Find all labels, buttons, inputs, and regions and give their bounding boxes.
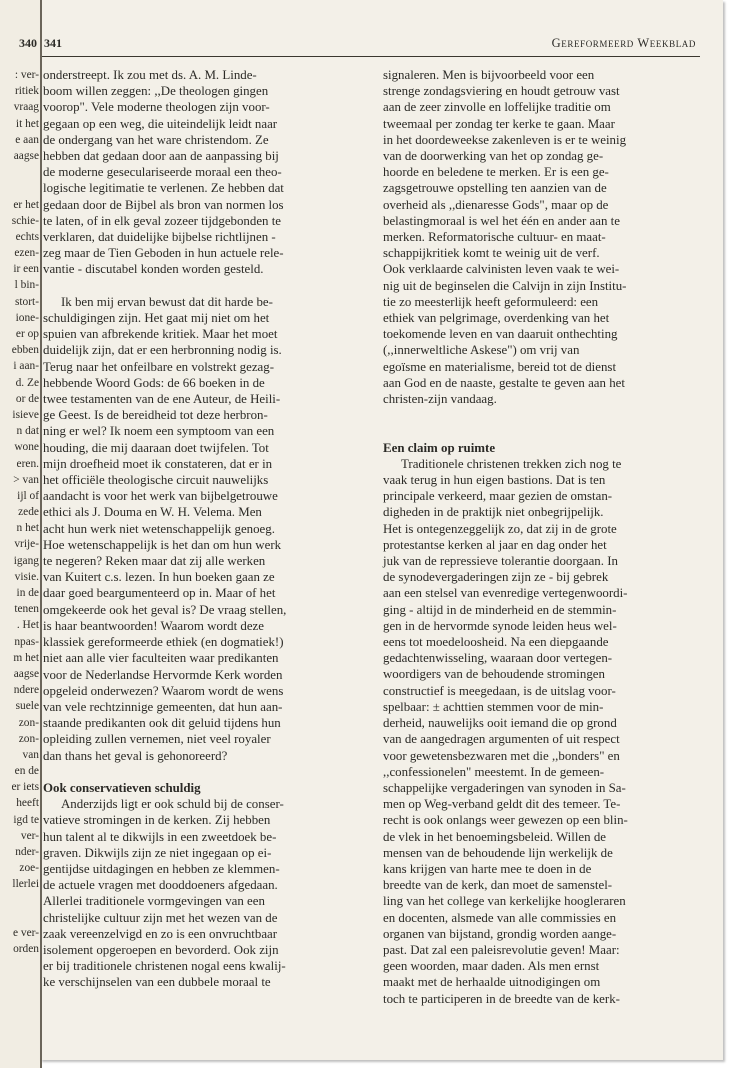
fragment-line: in de bbox=[16, 587, 39, 599]
fragment-line: eren. bbox=[16, 457, 39, 470]
text-line: dan thans het geval is gehonoreerd? bbox=[43, 748, 228, 763]
fragment-line: schie- bbox=[11, 214, 39, 227]
fragment-line: echts bbox=[15, 230, 39, 243]
header-rule bbox=[42, 56, 700, 57]
text-line: breedte van de kerk, dan moet de samenstel- bbox=[383, 878, 613, 893]
text-line: gedaan door de Bijbel als bron van normen los bbox=[43, 197, 284, 212]
text-line: de moderne geseculariseerde moraal een theo- bbox=[43, 165, 282, 180]
text-line: en docenten, alsmede van alle commissies en bbox=[383, 910, 617, 925]
text-line: voor gewetensbezwaren met die ,,bonders" en bbox=[383, 748, 620, 763]
fragment-line: zoe- bbox=[19, 862, 39, 875]
fragment-line: it het bbox=[15, 117, 39, 130]
text-line: zagsgetrouwe opstelling ten aanzien van de bbox=[383, 181, 607, 196]
text-line: vantie - discutabel konden worden gesteld. bbox=[43, 262, 264, 277]
section-heading: Een claim op ruimte bbox=[383, 440, 496, 455]
page-gutter bbox=[40, 0, 42, 1068]
fragment-line: aagse bbox=[13, 667, 39, 680]
text-line: ging - altijd in de minderheid en de stemmin- bbox=[383, 602, 617, 617]
text-line: voorop". Vele moderne theologen zijn voor- bbox=[43, 100, 270, 115]
paragraph bbox=[43, 796, 355, 990]
text-line: klassiek gereformeerde ethiek (en dogmatiek!) bbox=[43, 635, 284, 650]
fragment-line bbox=[0, 164, 39, 180]
text-line: Terug naar het onfeilbare en volstrekt gezag- bbox=[43, 359, 275, 374]
text-line: logische legitimatie te verlenen. Ze hebben dat bbox=[43, 181, 284, 196]
text-line: egoïsme en materialisme, bereid tot de dienst bbox=[383, 359, 617, 374]
text-line: vatieve stromingen in de kerken. Zij hebben bbox=[43, 813, 271, 828]
text-line: gen in de hervormde synode leiden heus wel- bbox=[383, 618, 617, 633]
paragraph bbox=[43, 294, 355, 764]
text-line: omgekeerde ook het geval is? De vraag stellen, bbox=[43, 602, 287, 617]
text-line: christen-zijn vandaag. bbox=[383, 392, 497, 407]
fragment-line: er het bbox=[13, 198, 39, 211]
fragment-line: or de bbox=[15, 392, 39, 405]
text-line: hun talent al te dikwijls in een zweetdoek be- bbox=[43, 829, 277, 844]
text-line: hebben dat gedaan door aan de aanpassing bij bbox=[43, 149, 279, 164]
text-line: juk van de repressieve tolerantie doorgaan. In bbox=[383, 554, 618, 569]
text-line: maakt met de herhaalde uitnodigingen om bbox=[383, 975, 601, 990]
text-line: van de aangedragen argumenten of uit respect bbox=[383, 732, 620, 747]
text-line: opgeleid onderwezen? Waarom wordt de wens bbox=[43, 683, 284, 698]
text-line: derheid, nauwelijks ooit iemand die op grond bbox=[383, 716, 617, 731]
text-line: geen woorden, maar daden. Als men ernst bbox=[383, 959, 600, 974]
text-line: opleiding zullen vernemen, niet veel royaler bbox=[43, 732, 271, 747]
fragment-line: ir een bbox=[13, 263, 39, 276]
fragment-line: igd te bbox=[13, 813, 39, 826]
text-line: de synodevergaderingen zijn ze - bij gebrek bbox=[383, 570, 609, 585]
text-line: verklaren, dat duidelijke bijbelse richtlijnen - bbox=[43, 230, 276, 245]
fragment-line: l bin- bbox=[14, 279, 39, 292]
text-line: (,,innerweltliche Askese") om vrij van bbox=[383, 343, 580, 358]
text-line: hoorde en beledene te merken. Er is een ge- bbox=[383, 165, 609, 180]
text-line: gegaan op een weg, die uiteindelijk leidt naar bbox=[43, 116, 278, 131]
text-line: eens tot moedeloosheid. Na een diepgaande bbox=[383, 635, 609, 650]
text-line: ethici als J. Douma en W. H. Velema. Men bbox=[43, 505, 262, 520]
fragment-line: e ver- bbox=[12, 926, 39, 939]
text-line: schuldigingen zijn. Het gaat mij niet om het bbox=[43, 311, 270, 326]
text-line: staande predikanten ook dit geluid tijdens hun bbox=[43, 716, 281, 731]
fragment-line: vrije- bbox=[14, 538, 39, 551]
text-line: gentijdse uitdagingen en hebben ze klemmen- bbox=[43, 861, 280, 876]
text-line: er bij traditionele christenen nogal eens kwalij- bbox=[43, 959, 286, 974]
fragment-line: igang bbox=[13, 554, 39, 567]
text-line: digheden in de praktijk niet onbegrijpelijk. bbox=[383, 505, 604, 520]
text-line: ,,confessionelen" meestemt. In de gemeen- bbox=[383, 764, 605, 779]
fragment-line: . Het bbox=[16, 619, 39, 632]
text-line: aan de zeer zinvolle en loffelijke traditie om bbox=[383, 100, 611, 115]
text-line: vaak terug in hun eigen bastions. Dat is ten bbox=[383, 473, 606, 488]
text-line: te laten, of in elk geval zozeer tijdgebonden te bbox=[43, 213, 282, 228]
paragraph bbox=[383, 456, 699, 1007]
fragment-line: npas- bbox=[14, 635, 39, 648]
text-line: past. Dat zal een paleisrevolutie geven! Maar: bbox=[383, 942, 620, 957]
text-line: aan een stelsel van evenredige vertegenwoordi- bbox=[383, 586, 628, 601]
fragment-line: ver- bbox=[20, 829, 39, 842]
page-number: 341 bbox=[44, 36, 62, 50]
fragment-line: suele bbox=[15, 700, 39, 713]
text-line: spelbaar: ± achttien stemmen voor de min- bbox=[383, 699, 604, 714]
paragraph bbox=[383, 67, 699, 407]
text-line: schappijkritiek komt te weinig uit de verf. bbox=[383, 246, 600, 261]
fragment-line: ijl of bbox=[17, 489, 39, 502]
text-line: Ik ben mij ervan bewust dat dit harde be- bbox=[61, 294, 273, 309]
fragment-line bbox=[0, 909, 39, 925]
text-line: constructief is meegedaan, is de uitslag voor- bbox=[383, 683, 616, 698]
fragment-line: i aan- bbox=[13, 360, 39, 373]
text-line: overheid als ,,dienaresse Gods", maar op de bbox=[383, 197, 609, 212]
fragment-line: tenen bbox=[14, 603, 39, 616]
fragment-line bbox=[0, 893, 39, 909]
fragment-line: llerlei bbox=[12, 878, 39, 891]
fragment-line: orden bbox=[13, 943, 39, 956]
text-line: houding, die mij daaraan doet twijfelen. Tot bbox=[43, 440, 269, 455]
text-line: protestantse kerken al jaar en dag onder het bbox=[383, 537, 607, 552]
text-line: tweemaal per zondag ter kerke te gaan. Maar bbox=[383, 116, 615, 131]
running-header bbox=[42, 36, 724, 56]
text-line: van Kuitert c.s. lezen. In hun boeken gaan ze bbox=[43, 570, 275, 585]
text-line: schappelijke vergaderingen van synoden in Sa- bbox=[383, 780, 626, 795]
text-line: mensen van de behoudende lijn werkelijk de bbox=[383, 845, 613, 860]
fragment-line: zon- bbox=[18, 716, 39, 729]
text-line: is haar beantwoorden! Waarom wordt deze bbox=[43, 618, 264, 633]
column-left bbox=[43, 67, 355, 991]
text-line: gedachtenwisseling, waaraan door vertegen- bbox=[383, 651, 613, 666]
text-line: hebbende Woord Gods: de 66 boeken in de bbox=[43, 375, 265, 390]
fragment-line: heeft bbox=[16, 797, 39, 810]
fragment-line: n het bbox=[16, 522, 39, 535]
section-heading: Ook conservatieven schuldig bbox=[43, 780, 201, 795]
text-line: Traditionele christenen trekken zich nog te bbox=[401, 456, 622, 471]
text-line: isolement opgeroepen en bevorderd. Ook zijn bbox=[43, 942, 279, 957]
fragment-line: van bbox=[22, 748, 39, 761]
fragment-line bbox=[0, 180, 39, 196]
fragment-line: er op bbox=[15, 328, 39, 340]
fragment-line: : ver- bbox=[14, 69, 39, 81]
fragment-line: n dat bbox=[16, 425, 39, 438]
text-line: twee testamenten van de ene Auteur, de Heili- bbox=[43, 392, 281, 407]
text-line: ge Geest. Is de bereidheid tot deze herbron- bbox=[43, 408, 268, 423]
text-line: van de doorwerking van het op zondag ge- bbox=[383, 149, 604, 164]
fragment-line: stort- bbox=[14, 295, 39, 308]
text-line: spuien van afbrekende kritiek. Maar het moet bbox=[43, 327, 278, 342]
text-line: graven. Dikwijls zijn ze niet ingegaan op ei- bbox=[43, 845, 272, 860]
text-line: Ook verklaarde calvinisten leven vaak te wei- bbox=[383, 262, 620, 277]
text-line: ke verschijnselen van een dubbele moraal te bbox=[43, 975, 271, 990]
text-line: van vele rechtzinnige gemeenten, dat hun aan- bbox=[43, 699, 283, 714]
previous-page-edge bbox=[0, 0, 40, 1068]
text-line: principale verkeerd, maar gezien de omstan- bbox=[383, 489, 613, 504]
fragment-line: en de bbox=[14, 765, 39, 778]
text-line: niet aan alle vier faculteiten waar predikanten bbox=[43, 651, 279, 666]
fragment-line: nder- bbox=[15, 846, 39, 858]
fragment-line: m het bbox=[13, 651, 39, 664]
previous-page-fragments bbox=[0, 67, 39, 957]
paragraph bbox=[43, 67, 355, 278]
text-line: de actuele vragen met dooddoeners afgedaan. bbox=[43, 878, 278, 893]
text-line: recht is ook onlangs weer gewezen op een blin- bbox=[383, 813, 628, 828]
text-line: Anderzijds ligt er ook schuld bij de conser- bbox=[61, 797, 284, 812]
text-line: mijn droefheid moet ik constateren, dat er in bbox=[43, 456, 273, 471]
text-line: nig uit de beginselen die Calvijn in zijn Institu- bbox=[383, 278, 627, 293]
fragment-line: er iets bbox=[11, 781, 39, 794]
fragment-line: wone bbox=[14, 441, 39, 454]
text-line: voor de Nederlandse Hervormde Kerk worden bbox=[43, 667, 283, 682]
fragment-line: e aan bbox=[15, 133, 39, 146]
text-line: aandacht is voor het werk van bijbelgetrouwe bbox=[43, 489, 278, 504]
text-line: belastingmoraal is wel het één en ander aan te bbox=[383, 213, 620, 228]
fragment-line: ritiek bbox=[14, 85, 39, 98]
fragment-line: aagse bbox=[13, 149, 39, 162]
text-line: ling van het college van kerkelijke hoogleraren bbox=[383, 894, 626, 909]
text-line: toch te participeren in de breedte van de kerk- bbox=[383, 991, 620, 1006]
text-line: te negeren? Reken maar dat zij alle werken bbox=[43, 554, 266, 569]
text-line: signaleren. Men is bijvoorbeeld voor een bbox=[383, 68, 595, 82]
text-line: aan God en de naaste, gestalte te geven aan het bbox=[383, 375, 625, 390]
text-line: toekomende leven en van daaruit onthechting bbox=[383, 327, 618, 342]
text-line: Allerlei traditionele vormgevingen van een bbox=[43, 894, 265, 909]
text-line: Het is ontegenzeggelijk zo, dat zij in de grote bbox=[383, 521, 617, 536]
text-line: organen van bijstand, grondig worden aange- bbox=[383, 926, 617, 941]
fragment-line: ebben bbox=[11, 344, 39, 357]
text-line: de ondergang van het ware christendom. Ze bbox=[43, 132, 269, 147]
fragment-line: ezen- bbox=[14, 247, 39, 260]
text-line: daar goed beargumenteerd op in. Maar of het bbox=[43, 586, 276, 601]
fragment-line: ione- bbox=[15, 311, 39, 324]
text-line: zeg maar de Tien Geboden in hun actuele rele- bbox=[43, 246, 284, 261]
text-line: merken. Reformatorische cultuur- en maat- bbox=[383, 230, 606, 245]
fragment-line: d. Ze bbox=[15, 376, 39, 389]
text-line: kans krijgen van harte mee te doen in de bbox=[383, 861, 592, 876]
text-line: strenge zondagsviering en houdt getrouw vast bbox=[383, 84, 620, 99]
fragment-line: vraag bbox=[13, 101, 39, 114]
fragment-line: zede bbox=[18, 506, 39, 519]
text-line: boom willen zeggen: ,,De theologen gingen bbox=[43, 84, 269, 99]
fragment-line: isieve bbox=[12, 408, 39, 421]
column-right bbox=[383, 67, 699, 1007]
text-line: het officiële theologische circuit nauwelijks bbox=[43, 473, 269, 488]
text-line: zaak vereenzelvigd en zo is een onvruchtbaar bbox=[43, 926, 278, 941]
magazine-title: Gereformeerd Weekblad bbox=[551, 36, 696, 50]
text-line: ethiek van pelgrimage, overdenking van het bbox=[383, 311, 610, 326]
text-line: duidelijk zijn, dat er een herbronning nodig is. bbox=[43, 343, 282, 358]
text-line: onderstreept. Ik zou met ds. A. M. Linde- bbox=[43, 68, 257, 82]
text-line: christelijke cultuur zijn met het wezen van de bbox=[43, 910, 278, 925]
text-line: de vlek in het benoemingsbeleid. Willen de bbox=[383, 829, 606, 844]
text-line: woordigers van de behoudende stromingen bbox=[383, 667, 605, 682]
fragment-line: > van bbox=[13, 473, 39, 486]
fragment-line: ndere bbox=[13, 684, 39, 697]
text-line: Hoe wetenschappelijk is het dan om hun werk bbox=[43, 537, 282, 552]
text-line: acht hun werk niet wetenschappelijk genoeg. bbox=[43, 521, 275, 536]
fragment-line: zon- bbox=[18, 732, 39, 745]
text-line: men op Weg-verband geldt dit des temeer. Te- bbox=[383, 797, 621, 812]
previous-page-number: 340 bbox=[19, 36, 37, 50]
text-line: ning er wel? Ik noem een symptoom van een bbox=[43, 424, 275, 439]
text-line: in het doordeweekse zakenleven is er te weinig bbox=[383, 132, 627, 147]
text-line: tie zo meesterlijk heeft geformuleerd: een bbox=[383, 294, 599, 309]
fragment-line: visie. bbox=[14, 570, 39, 583]
